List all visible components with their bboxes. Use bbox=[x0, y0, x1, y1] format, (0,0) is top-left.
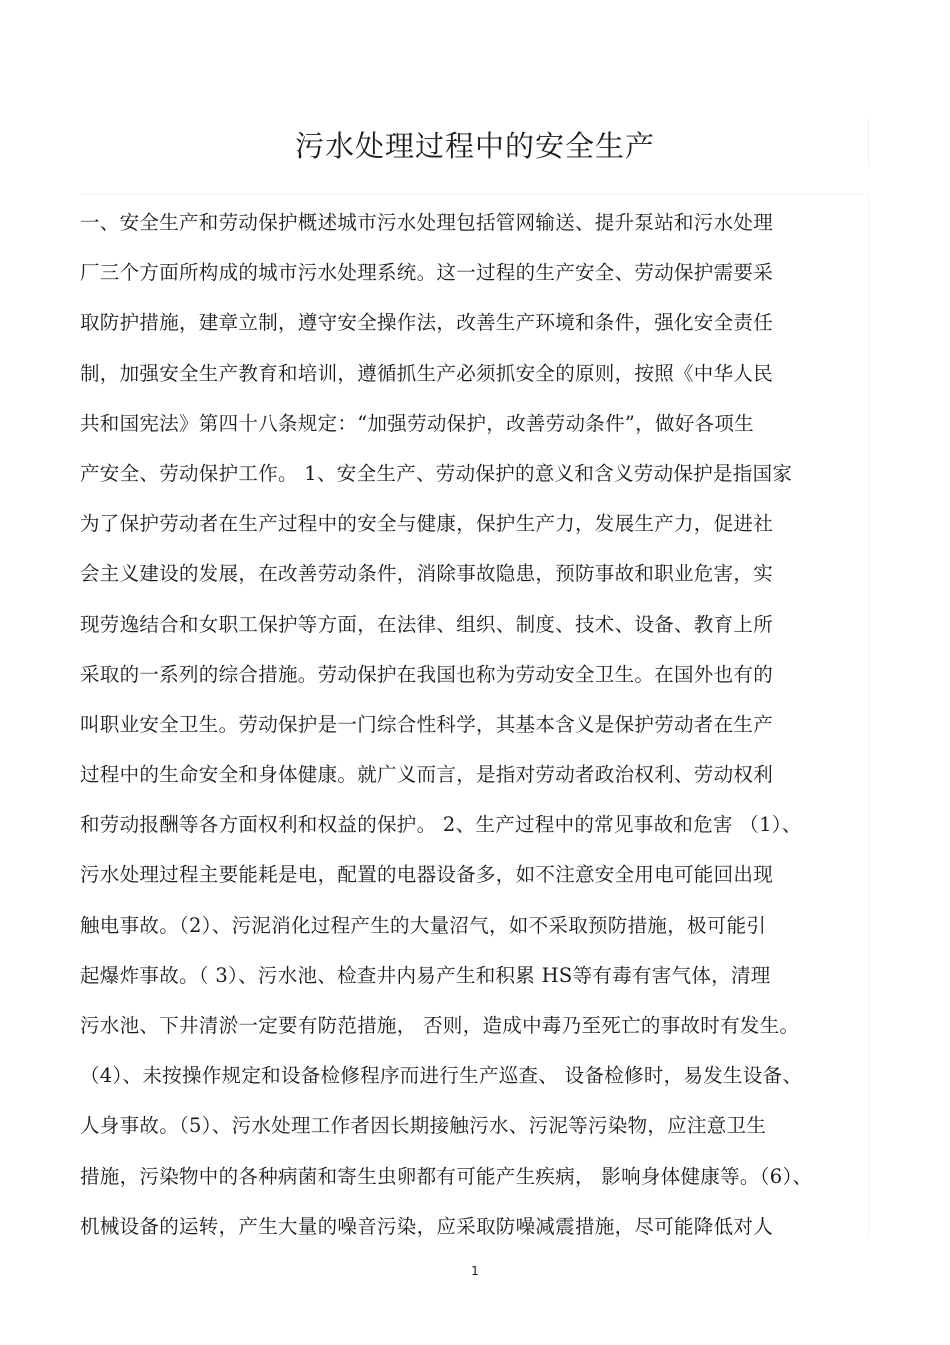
text-line: 污水池、下井清淤一定要有防范措施， 否则，造成中毒乃至死亡的事故时有发生。 bbox=[80, 1014, 800, 1037]
text-line: 现劳逸结合和女职工保护等方面，在法律、组织、制度、技术、设备、教育上所 bbox=[80, 612, 774, 636]
text-line: 产安全、劳动保护工作。 1、安全生产、劳动保护的意义和含义劳动保护是指国家 bbox=[80, 461, 793, 485]
text-line: 机械设备的运转，产生大量的噪音污染，应采取防噪减震措施，尽可能降低对人 bbox=[80, 1214, 774, 1238]
text-line: 触电事故。（2）、污泥消化过程产生的大量沼气，如不采取预防措施，极可能引 bbox=[80, 913, 767, 937]
text-line: 措施，污染物中的各种病菌和寄生虫卵都有可能产生疾病， 影响身体健康等。（6）、 bbox=[80, 1164, 813, 1188]
text-line: 会主义建设的发展，在改善劳动条件，消除事故隐患，预防事故和职业危害，实 bbox=[80, 562, 774, 586]
text-line: 采取的一系列的综合措施。劳动保护在我国也称为劳动安全卫生。在国外也有的 bbox=[80, 662, 774, 686]
page-title: 污水处理过程中的安全生产 bbox=[294, 129, 655, 163]
text-line: 叫职业安全卫生。劳动保护是一门综合性科学，其基本含义是保护劳动者在生产 bbox=[80, 712, 774, 736]
text-line: 起爆炸事故。（ 3）、污水池、检查井内易产生和积累 HS等有毒有害气体，清理 bbox=[80, 963, 771, 987]
page-number: 1 bbox=[471, 1264, 479, 1278]
header-divider bbox=[82, 194, 868, 195]
title-margin-rule bbox=[868, 118, 869, 166]
text-line: 一、安全生产和劳动保护概述城市污水处理包括管网输送、提升泵站和污水处理 bbox=[80, 211, 774, 234]
text-line: 人身事故。（5）、污水处理工作者因长期接触污水、污泥等污染物，应注意卫生 bbox=[80, 1114, 767, 1138]
text-line: 共和国宪法》第四十八条规定：“加强劳动保护，改善劳动条件”，做好各项生 bbox=[80, 411, 754, 435]
text-line: 污水处理过程主要能耗是电，配置的电器设备多，如不注意安全用电可能回出现 bbox=[80, 863, 774, 887]
text-line: 和劳动报酬等各方面权利和权益的保护。 2、生产过程中的常见事故和危害 （1）、 bbox=[80, 813, 802, 837]
text-line: （4）、未按操作规定和设备检修程序而进行生产巡查、 设备检修时，易发生设备、 bbox=[80, 1064, 803, 1088]
document-body bbox=[80, 198, 870, 1252]
text-line: 过程中的生命安全和身体健康。就广义而言，是指对劳动者政治权利、劳动权利 bbox=[80, 763, 774, 787]
text-line: 为了保护劳动者在生产过程中的安全与健康，保护生产力，发展生产力，促进社 bbox=[80, 512, 774, 536]
text-line: 制，加强安全生产教育和培训，遵循抓生产必须抓安全的原则，按照《中华人民 bbox=[80, 361, 774, 385]
text-line: 厂三个方面所构成的城市污水处理系统。这一过程的生产安全、劳动保护需要采 bbox=[80, 261, 774, 285]
text-line: 取防护措施，建章立制，遵守安全操作法，改善生产环境和条件，强化安全责任 bbox=[80, 311, 774, 335]
